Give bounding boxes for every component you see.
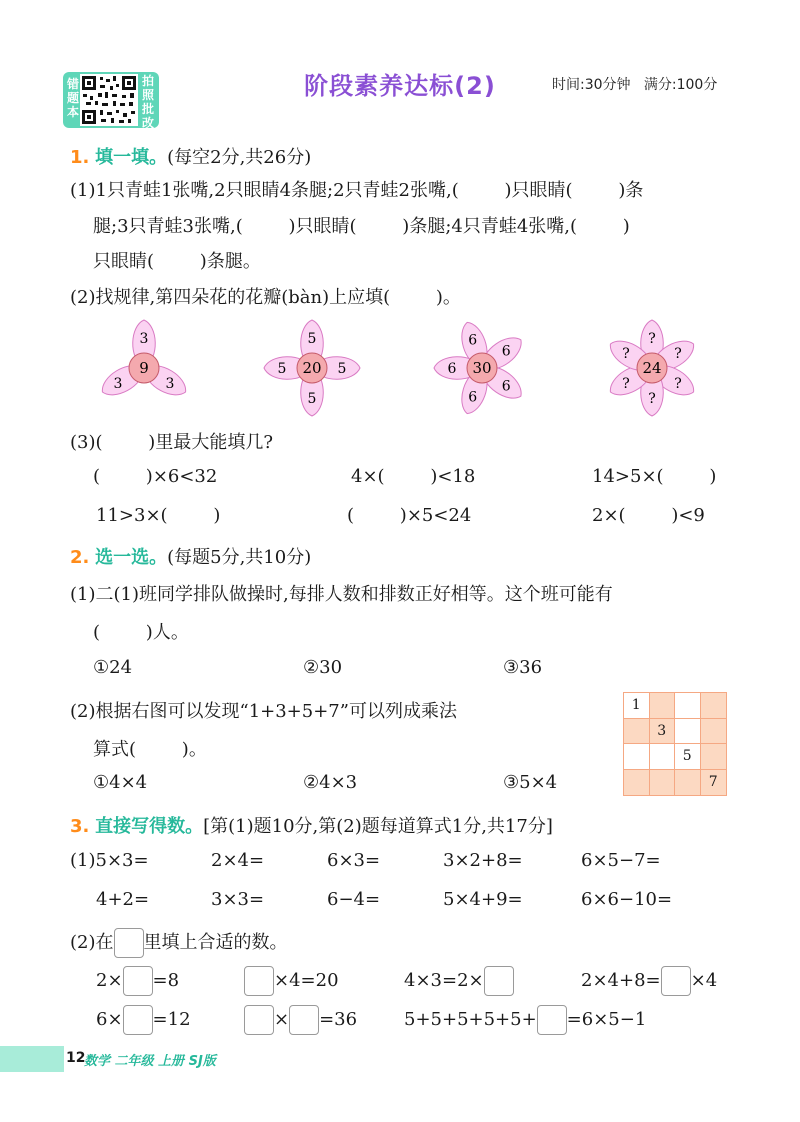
q1-3-text: (3)( )里最大能填几? xyxy=(70,432,273,453)
fill-item: 5+5+5+5+5+ =6×5−1 xyxy=(404,1005,646,1035)
grid-cell xyxy=(675,719,701,745)
q2-1-line2: ( )人。 xyxy=(93,622,189,643)
book-info: 数学 二年级 上册 SJ版 xyxy=(84,1054,216,1069)
calc-item: 6−4= xyxy=(327,889,381,910)
grid-number: 5 xyxy=(675,744,701,770)
grid-cell xyxy=(650,693,676,719)
section-2-heading xyxy=(70,543,311,569)
grid-cell xyxy=(624,744,650,770)
answer-box[interactable] xyxy=(289,1005,319,1035)
petal-number: 3 xyxy=(113,376,123,392)
petal-number: ? xyxy=(622,376,630,392)
q2-2-option-c[interactable]: ③5×4 xyxy=(503,772,558,793)
q1-3-item: ( )×6<32 xyxy=(93,466,218,487)
grid-number: 7 xyxy=(701,770,727,796)
fill-item: 2×4+8= ×4 xyxy=(581,966,717,996)
q2-2-option-b[interactable]: ②4×3 xyxy=(303,772,358,793)
grid-cell xyxy=(675,693,701,719)
grid-cell xyxy=(624,770,650,796)
grid-cell xyxy=(650,744,676,770)
page-number: 12 xyxy=(66,1050,86,1066)
petal-number: 6 xyxy=(447,361,457,377)
odd-sum-grid xyxy=(623,692,727,796)
center-number: 30 xyxy=(472,359,492,377)
petal-number: 5 xyxy=(307,331,317,347)
section-number: 1. xyxy=(70,147,90,168)
section-title: 直接写得数。 xyxy=(95,816,204,837)
section-title: 填一填。 xyxy=(95,147,168,168)
calc-item: 3×3= xyxy=(211,889,265,910)
fill-item: 2× =8 xyxy=(96,966,179,996)
center-number: 9 xyxy=(139,359,149,377)
section-3-heading xyxy=(70,812,553,838)
page-title: 阶段素养达标(2) xyxy=(304,72,496,100)
grid-cell xyxy=(701,744,727,770)
q2-1-line1: (1)二(1)班同学排队做操时,每排人数和排数正好相等。这个班可能有 xyxy=(70,584,613,605)
grid-number: 1 xyxy=(624,693,650,719)
badge-label-left: 错 题 本 xyxy=(66,77,79,119)
petal-number: ? xyxy=(622,346,630,362)
petal-number: 3 xyxy=(165,376,175,392)
grid-cell xyxy=(650,770,676,796)
q2-1-option-a[interactable]: ①24 xyxy=(93,657,133,678)
answer-box[interactable] xyxy=(244,1005,274,1035)
calc-item: 4+2= xyxy=(96,889,150,910)
petal-number: 3 xyxy=(139,331,149,347)
fill-item: × =36 xyxy=(244,1005,357,1035)
flower-4 xyxy=(605,320,699,416)
section-number: 3. xyxy=(70,816,90,837)
grid-cell xyxy=(675,770,701,796)
petal-number: 5 xyxy=(337,361,347,377)
grid-cell xyxy=(701,719,727,745)
q2-2-option-a[interactable]: ①4×4 xyxy=(93,772,148,793)
fill-item: ×4=20 xyxy=(244,966,339,996)
petal-number: ? xyxy=(648,391,656,407)
calc-item: 2×4= xyxy=(211,850,265,871)
section-number: 2. xyxy=(70,547,90,568)
section-1-heading xyxy=(70,143,311,169)
calc-item: 5×4+9= xyxy=(443,889,523,910)
q2-2-line1: (2)根据右图可以发现“1+3+5+7”可以列成乘法 xyxy=(70,701,457,722)
calc-item: 6×5−7= xyxy=(581,850,661,871)
petal-number: 6 xyxy=(468,332,478,349)
q1-3-item: 14>5×( ) xyxy=(592,466,717,487)
footer-bar xyxy=(0,1046,64,1072)
petal-number: 5 xyxy=(307,391,317,407)
answer-box[interactable] xyxy=(484,966,514,996)
center-number: 20 xyxy=(302,359,322,377)
answer-box-sample xyxy=(114,928,144,958)
section-note: [第(1)题10分,第(2)题每道算式1分,共17分] xyxy=(203,816,553,837)
petal-number: ? xyxy=(648,331,656,347)
q2-2-line2: 算式( )。 xyxy=(93,739,207,760)
section-note: (每空2分,共26分) xyxy=(167,147,312,168)
grid-cell xyxy=(701,693,727,719)
q2-1-option-b[interactable]: ②30 xyxy=(303,657,343,678)
time-score-info: 时间:30分钟 满分:100分 xyxy=(552,77,718,93)
q1-1-line1: (1)1只青蛙1张嘴,2只眼睛4条腿;2只青蛙2张嘴,( )只眼睛( )条 xyxy=(70,180,644,201)
calc-item: 3×2+8= xyxy=(443,850,523,871)
calc-item: 6×6−10= xyxy=(581,889,673,910)
calc-item: 6×3= xyxy=(327,850,381,871)
q1-3-item: ( )×5<24 xyxy=(347,505,472,526)
petal-number: 6 xyxy=(501,378,511,395)
petal-number: 6 xyxy=(501,343,511,360)
answer-box[interactable] xyxy=(123,1005,153,1035)
calc-item: (1)5×3= xyxy=(70,850,149,871)
petal-number: 6 xyxy=(468,389,478,406)
grid-number: 3 xyxy=(650,719,676,745)
grid-cell xyxy=(624,719,650,745)
petal-number: ? xyxy=(674,376,682,392)
flower-pattern xyxy=(80,318,720,418)
flower-1 xyxy=(97,320,191,402)
q1-1-line3: 只眼睛( )条腿。 xyxy=(93,251,261,272)
answer-box[interactable] xyxy=(661,966,691,996)
badge-label-right: 拍 照 批 改 xyxy=(141,74,154,130)
q1-1-line2: 腿;3只青蛙3张嘴,( )只眼睛( )条腿;4只青蛙4张嘴,( ) xyxy=(93,216,630,237)
fill-item: 6× =12 xyxy=(96,1005,191,1035)
center-number: 24 xyxy=(642,359,662,377)
answer-box[interactable] xyxy=(244,966,274,996)
flower-3 xyxy=(434,319,527,417)
flower-2 xyxy=(264,320,360,416)
q1-3-item: 11>3×( ) xyxy=(96,505,221,526)
petal-number: ? xyxy=(674,346,682,362)
section-note: (每题5分,共10分) xyxy=(167,547,312,568)
answer-box[interactable] xyxy=(537,1005,567,1035)
answer-box[interactable] xyxy=(123,966,153,996)
petal-number: 5 xyxy=(277,361,287,377)
q1-2-text: (2)找规律,第四朵花的花瓣(bàn)上应填( )。 xyxy=(70,287,461,308)
q3-2-instruction: (2)在 里填上合适的数。 xyxy=(70,928,288,958)
section-title: 选一选。 xyxy=(95,547,168,568)
q2-1-option-c[interactable]: ③36 xyxy=(503,657,543,678)
q1-3-item: 2×( )<9 xyxy=(592,505,705,526)
q1-3-item: 4×( )<18 xyxy=(351,466,476,487)
fill-item: 4×3=2× xyxy=(404,966,514,996)
